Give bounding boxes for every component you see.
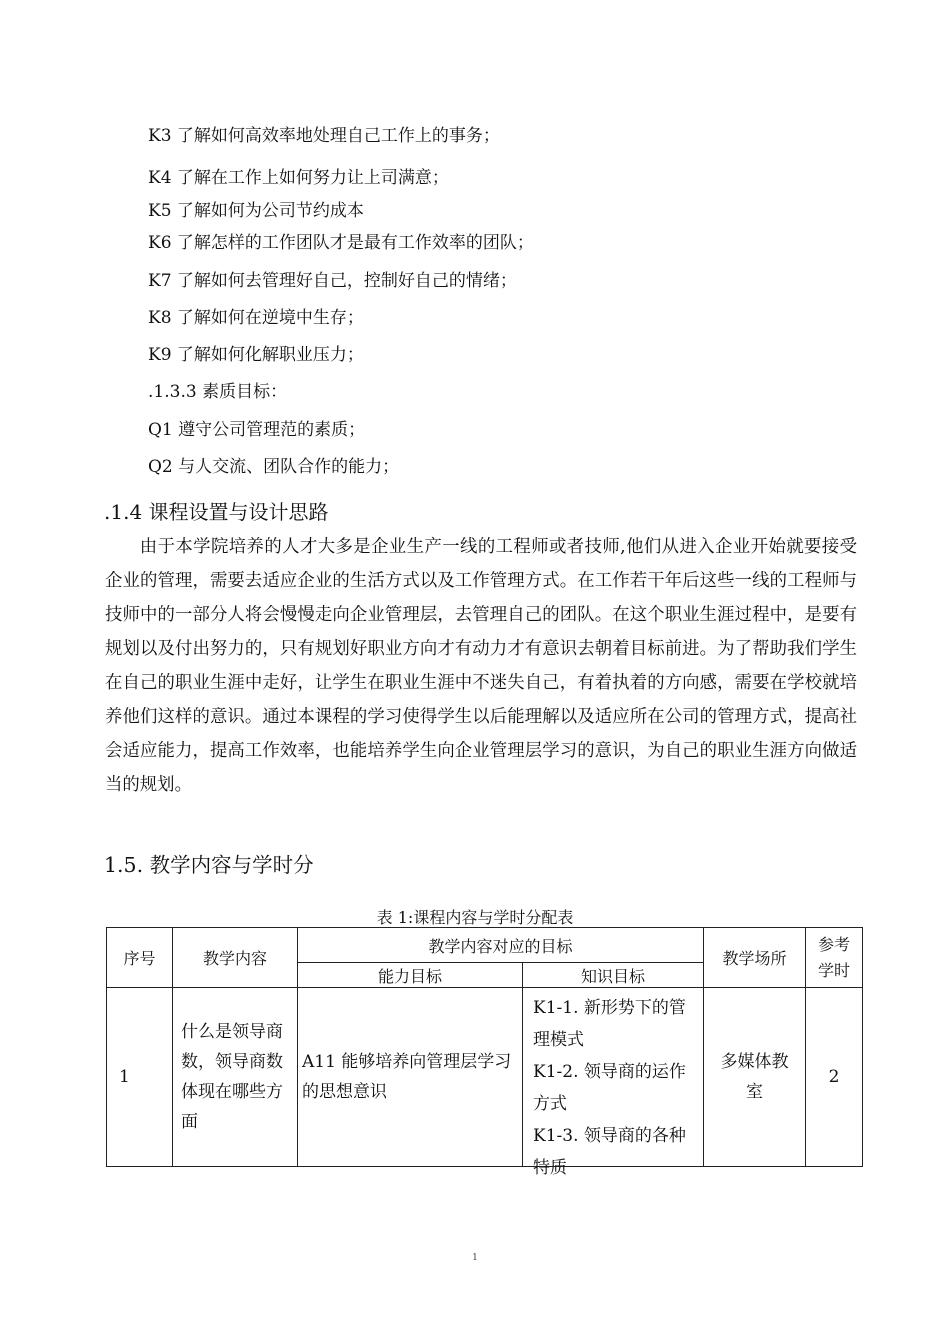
objective-k5: K5 了解如何为公司节约成本 <box>148 201 364 221</box>
subheading-quality-goals: .1.3.3 素质目标： <box>148 382 288 402</box>
header-targets: 教学内容对应的目标 <box>298 928 704 963</box>
page-number: 1 <box>472 1253 478 1263</box>
objective-k7: K7 了解如何去管理好自己，控制好自己的情绪； <box>148 271 517 291</box>
section-paragraph <box>105 530 857 802</box>
objective-k4: K4 了解在工作上如何努力让上司满意； <box>148 168 449 188</box>
table-row <box>107 988 863 1167</box>
course-table <box>106 927 863 1178</box>
header-content: 教学内容 <box>173 928 298 988</box>
header-hours: 参考学时 <box>806 928 863 988</box>
objective-k3: K3 了解如何高效率地处理自己工作上的事务； <box>148 126 500 146</box>
objective-q2: Q2 与人交流、团队合作的能力； <box>148 457 400 477</box>
knowledge-item: K1-3. 领导商的各种特质 <box>533 1126 686 1178</box>
cell-ability: A11 能够培养向管理层学习的思想意识 <box>298 988 523 1167</box>
cell-index: 1 <box>107 988 173 1167</box>
knowledge-item: K1-1. 新形势下的管理模式 <box>533 998 686 1050</box>
header-place: 教学场所 <box>704 928 806 988</box>
cell-content: 什么是领导商数，领导商数体现在哪些方面 <box>173 988 298 1167</box>
cell-hours: 2 <box>806 988 863 1167</box>
section-heading-1-4: .1.4 课程设置与设计思路 <box>104 500 329 524</box>
knowledge-item: K1-2. 领导商的运作方式 <box>533 1062 686 1114</box>
objective-k6: K6 了解怎样的工作团队才是最有工作效率的团队； <box>148 233 534 253</box>
cell-place: 多媒体教室 <box>704 988 806 1167</box>
cell-knowledge <box>523 988 704 1178</box>
objective-k9: K9 了解如何化解职业压力； <box>148 345 364 365</box>
section-heading-1-5: 1.5. 教学内容与学时分 <box>104 853 314 877</box>
table-caption: 表 1:课程内容与学时分配表 <box>376 908 574 927</box>
header-ability: 能力目标 <box>298 963 523 988</box>
paragraph-text: 由于本学院培养的人才大多是企业生产一线的工程师或者技师,他们从进入企业开始就要接受企业的管理，需要去适应企业的生活方式以及工作管理方式。在工作若干年后这些一线的工程师与技师中的一部分人将会慢慢走向企业管理层，去管理自己的团队。在这个职业生涯过程中，是要有规划以及付出努力的，只有规划好职业方向才有动力才有意识去朝着目标前进。为了帮助我们学生在自己的职业生涯中走好，让学生在职业生涯中不迷失自己，有着执着的方向感，需要在学校就培养他们这样的意识。通过本课程的学习使得学生以后能理解以及适应所在公司的管理方式，提高社会适应能力，提高工作效率，也能培养学生向企业管理层学习的意识，为自己的职业生涯方向做适当的规划。 <box>105 537 857 795</box>
header-knowledge: 知识目标 <box>523 963 704 988</box>
objective-q1: Q1 遵守公司管理范的素质； <box>148 420 366 440</box>
header-index: 序号 <box>107 928 173 988</box>
objective-k8: K8 了解如何在逆境中生存； <box>148 308 364 328</box>
